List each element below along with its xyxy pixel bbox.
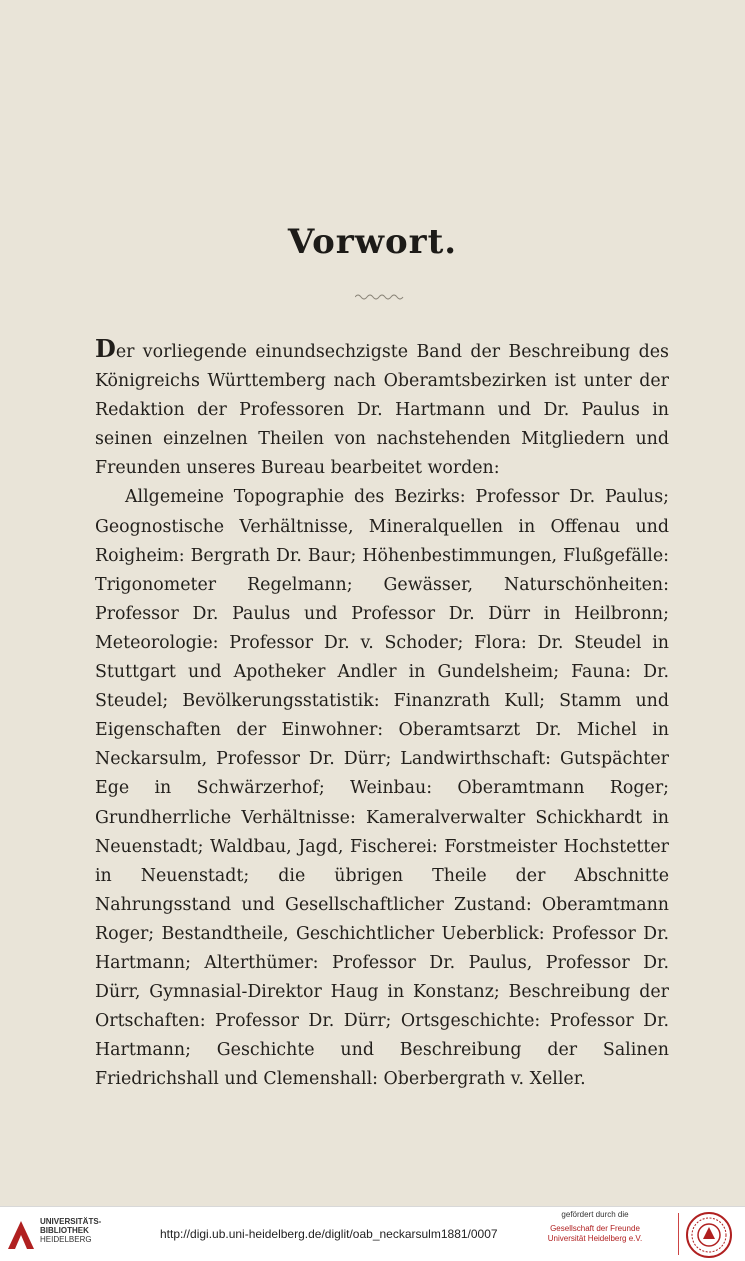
sponsor-org-line1: Gesellschaft der Freunde: [550, 1224, 640, 1233]
sponsor-org-line2: Universität Heidelberg e.V.: [547, 1234, 643, 1243]
permalink-url[interactable]: http://digi.ub.uni-heidelberg.de/diglit/oab_neckarsulm1881/0007: [160, 1227, 498, 1241]
footer-divider: [678, 1213, 679, 1255]
sponsor-lead: gefördert durch die: [561, 1210, 629, 1219]
university-seal-icon[interactable]: [685, 1211, 733, 1259]
paragraph-intro: [95, 334, 669, 483]
library-name[interactable]: [40, 1217, 101, 1244]
initial-letter: D: [95, 334, 116, 363]
page-title: Vorwort.: [287, 222, 458, 262]
university-library-logo-icon[interactable]: [6, 1217, 36, 1251]
footer-bar: [0, 1206, 745, 1261]
paragraph-intro-text: er vorliegende einundsechzigste Band der Beschreibung des Königreichs Württemberg nach Oberamtsbezirken ist unter der Redaktion der Professoren Dr. Hartmann und Dr. Paulus in seinen einzelnen Theilen von nachstehenden Mitgliedern und Freunden unseres Bureau bearbeitet worden:: [95, 342, 669, 479]
library-name-line2: BIBLIOTHEK: [40, 1226, 89, 1235]
library-name-line3: HEIDELBERG: [40, 1235, 92, 1244]
body-text: [95, 334, 669, 1094]
library-name-line1: UNIVERSITÄTS-: [40, 1217, 102, 1226]
paragraph-contributors: Allgemeine Topographie des Bezirks: Professor Dr. Paulus; Geognostische Verhältnisse, Mineralquellen in Offenau und Roigheim: Bergrath Dr. Baur; Höhenbestimmungen, Flußgefälle: Trigonometer Regelmann; Gewässer, Naturschönheiten: Professor Dr. Paulus und Professor Dr. Dürr in Heilbronn; Meteorologie: Professor Dr. v. Schoder; Flora: Dr. Steudel in Stuttgart und Apotheker Andler in Gundelsheim; Fauna: Dr. Steudel; Bevölkerungsstatistik: Finanzrath Kull; Stamm und Eigenschaften der Einwohner: Oberamtsarzt Dr. Michel in Neckarsulm, Professor Dr. Dürr; Landwirthschaft: Gutspächter Ege in Schwärzerhof; Weinbau: Oberamtmann Roger; Grundherrliche Verhältnisse: Kameralverwalter Schickhardt in Neuenstadt; Waldbau, Jagd, Fischerei: Forstmeister Hochstetter in Neuenstadt; die übrigen Theile der Abschnitte Nahrungsstand und Gesellschaftlicher Zustand: Oberamtmann Roger; Bestandtheile, Geschichtlicher Ueberblick: Professor Dr. Hartmann; Alterthümer: Professor Dr. Paulus, Professor Dr. Dürr, Gymnasial-Direktor Haug in Konstanz; Beschreibung der Ortschaften: Professor Dr. Dürr; Ortsgeschichte: Professor Dr. Hartmann; Geschichte und Beschreibung der Salinen Friedrichshall und Clemenshall: Oberbergrath v. Xeller.: [95, 487, 669, 1090]
sponsor-credit[interactable]: [520, 1210, 670, 1244]
ornament-divider: [355, 292, 405, 302]
